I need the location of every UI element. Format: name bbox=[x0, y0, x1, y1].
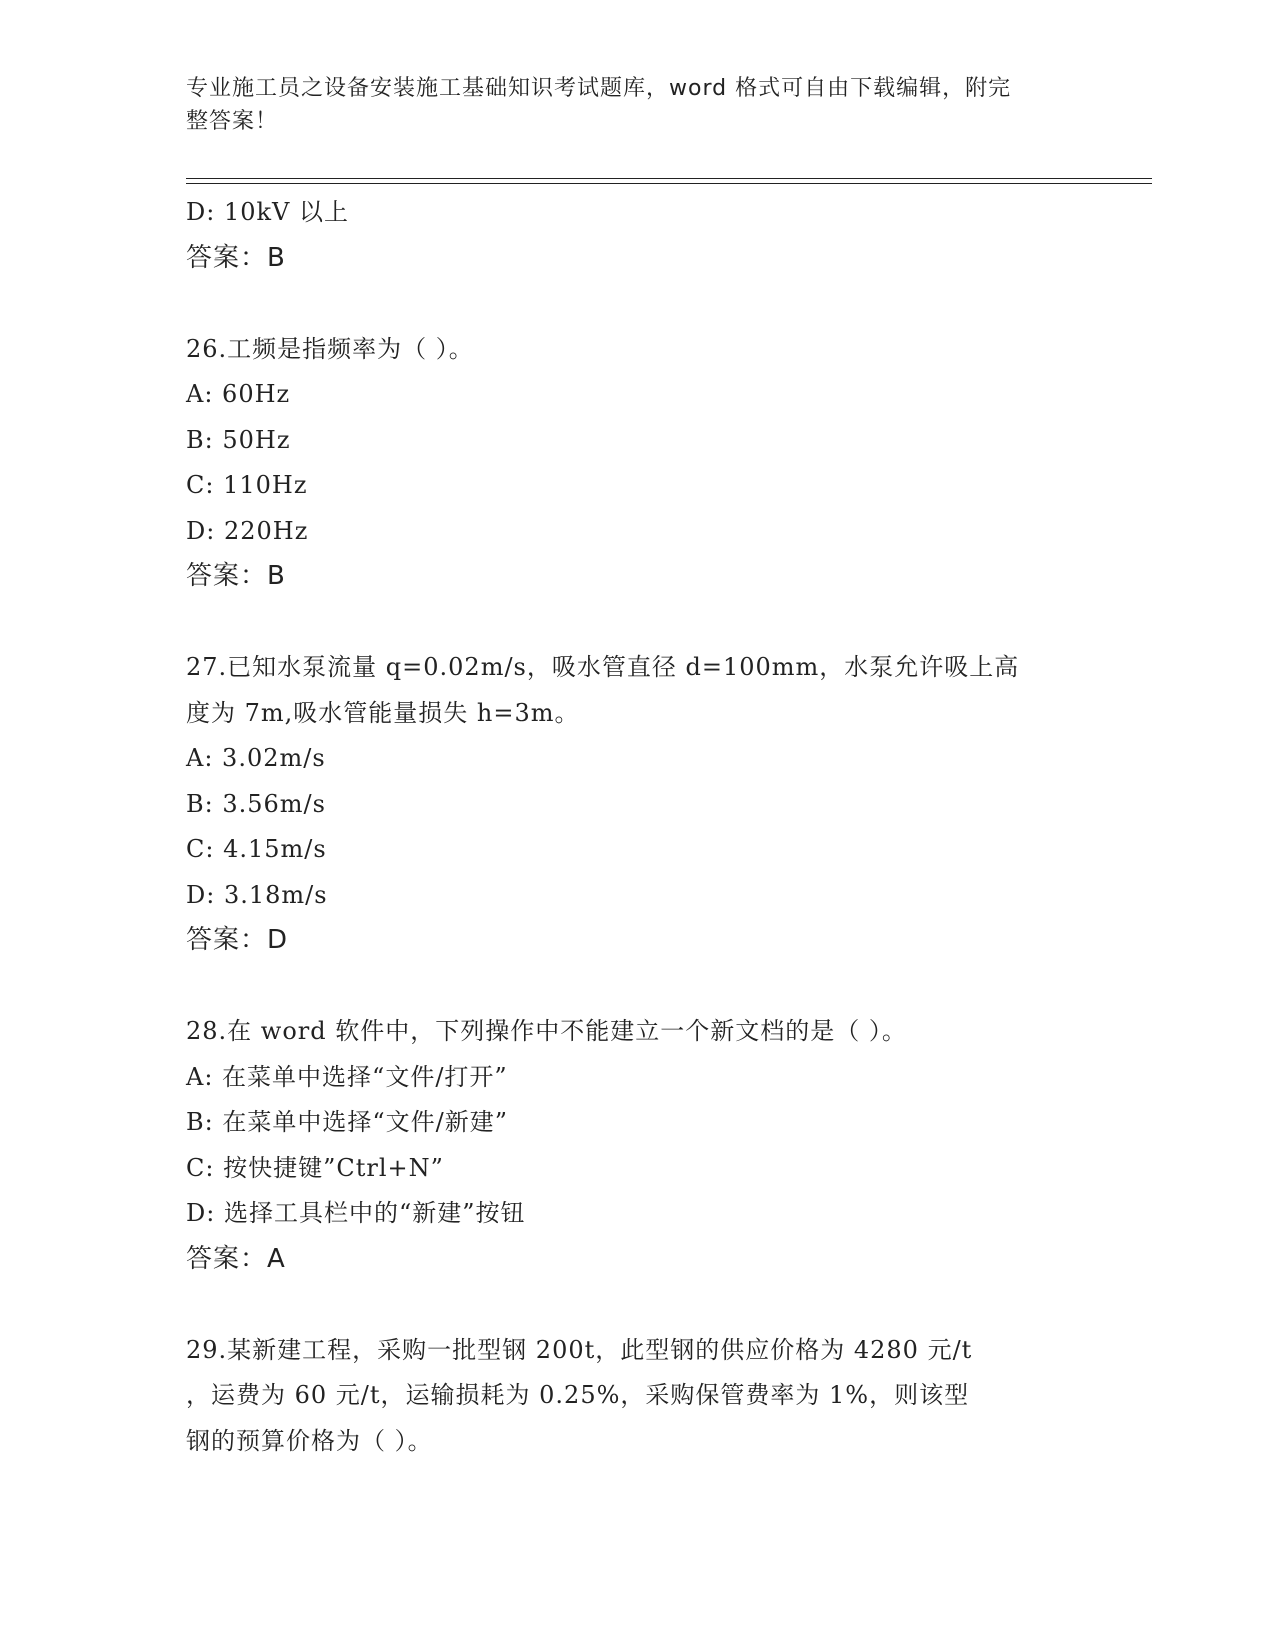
previous-question-tail bbox=[186, 190, 1066, 281]
answer-line: 答案：B bbox=[186, 242, 286, 273]
option-b: B: 50Hz bbox=[186, 425, 291, 454]
question-stem-line-2: 度为 7m,吸水管能量损失 h=3m。 bbox=[186, 698, 580, 727]
answer-line: 答案：B bbox=[186, 561, 286, 591]
option-c: C: 110Hz bbox=[186, 471, 308, 499]
spacer bbox=[186, 600, 1066, 646]
option-a: A: 3.02m/s bbox=[186, 744, 326, 772]
question-stem-line-3: 钢的预算价格为（ ）。 bbox=[186, 1426, 433, 1455]
header-divider-top bbox=[186, 178, 1152, 179]
answer-line: 答案：A bbox=[186, 1243, 286, 1274]
question-stem-line-1: 27.已知水泵流量 q=0.02m/s，吸水管直径 d=100mm，水泵允许吸上高 bbox=[186, 653, 1020, 681]
option-b: B: 3.56m/s bbox=[186, 789, 326, 818]
document-body bbox=[186, 190, 1066, 1464]
question-27 bbox=[186, 645, 1066, 964]
option-b: B: 在菜单中选择“文件/新建” bbox=[186, 1108, 508, 1136]
question-28 bbox=[186, 1009, 1066, 1282]
option-d: D: 3.18m/s bbox=[186, 880, 328, 909]
spacer bbox=[186, 1282, 1066, 1328]
option-c: C: 4.15m/s bbox=[186, 835, 327, 863]
option-d: D: 220Hz bbox=[186, 516, 309, 545]
header-title-line-1: 专业施工员之设备安装施工基础知识考试题库，word 格式可自由下载编辑，附完 bbox=[186, 76, 1012, 101]
spacer bbox=[186, 281, 1066, 327]
header-title-line-2: 整答案！ bbox=[186, 109, 279, 134]
option-d: D: 10kV 以上 bbox=[186, 198, 349, 226]
question-stem: 28.在 word 软件中，下列操作中不能建立一个新文档的是（ ）。 bbox=[186, 1017, 907, 1045]
option-d: D: 选择工具栏中的“新建”按钮 bbox=[186, 1199, 526, 1227]
document-header bbox=[186, 72, 1066, 138]
question-stem-line-1: 29.某新建工程，采购一批型钢 200t，此型钢的供应价格为 4280 元/t bbox=[186, 1335, 973, 1364]
option-c: C: 按快捷键”Ctrl+N” bbox=[186, 1153, 444, 1182]
spacer bbox=[186, 964, 1066, 1010]
answer-line: 答案：D bbox=[186, 925, 289, 955]
question-stem-line-2: ，运费为 60 元/t，运输损耗为 0.25%，采购保管费率为 1%，则该型 bbox=[186, 1381, 970, 1409]
option-a: A: 在菜单中选择“文件/打开” bbox=[186, 1062, 508, 1091]
option-a: A: 60Hz bbox=[186, 380, 291, 408]
question-29 bbox=[186, 1328, 1066, 1465]
question-stem: 26.工频是指频率为（ ）。 bbox=[186, 334, 474, 363]
question-26 bbox=[186, 327, 1066, 600]
header-divider-bottom bbox=[186, 183, 1152, 184]
